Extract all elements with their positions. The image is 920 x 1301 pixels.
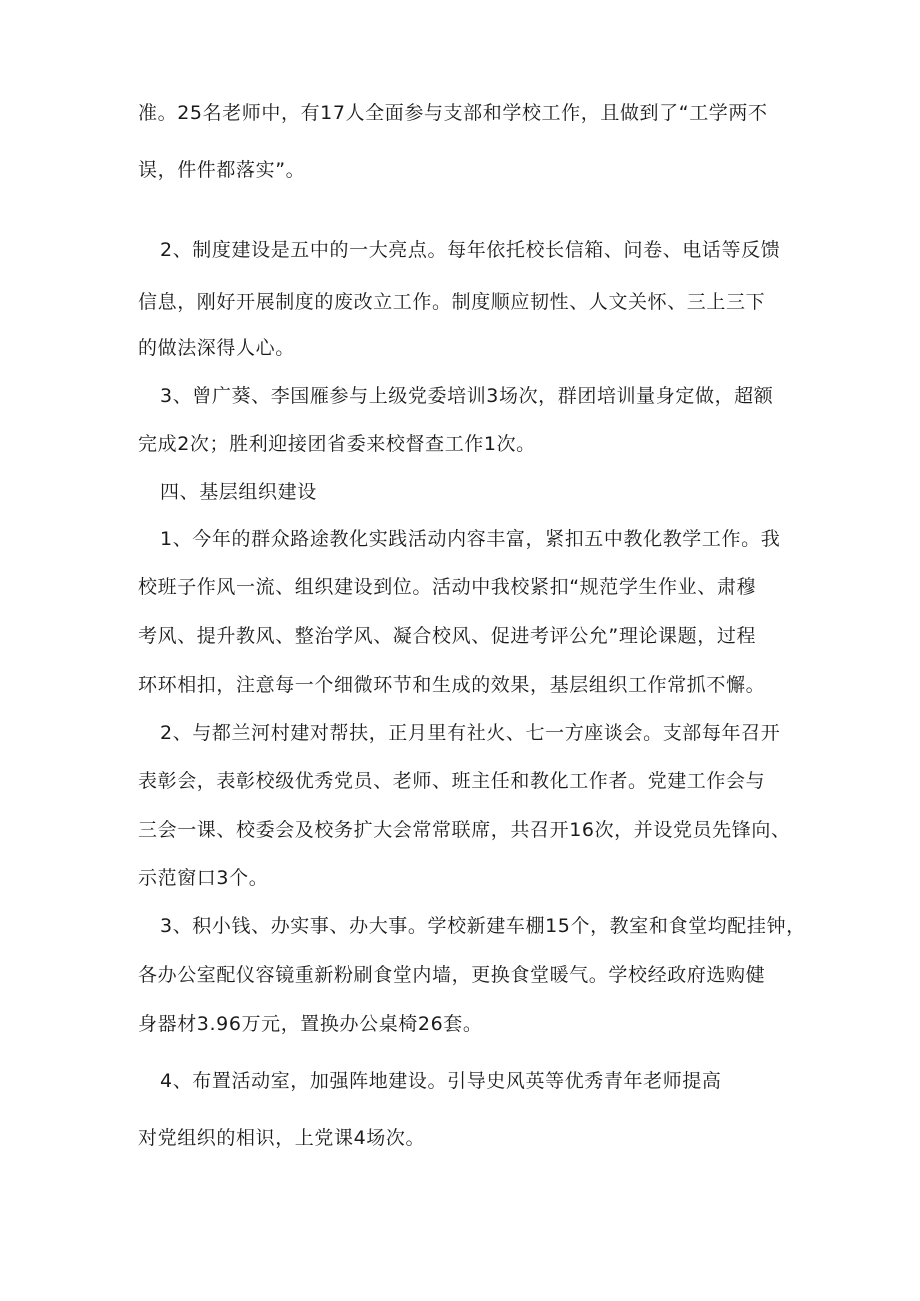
paragraph-line: 考风、提升教风、整治学风、凝合校风、促进考评公允”理论课题，过程	[138, 625, 757, 647]
paragraph-line: 误，件件都落实”。	[138, 159, 306, 181]
paragraph-line: 2、制度建设是五中的一大亮点。每年依托校长信箱、问卷、电话等反馈	[160, 239, 781, 261]
paragraph-line: 示范窗口3个。	[138, 867, 269, 889]
paragraph-line: 对党组织的相识，上党课4场次。	[138, 1127, 426, 1149]
paragraph-line: 三会一课、校委会及校务扩大会常常联席，共召开16次，并设党员先锋向、	[138, 819, 791, 841]
section-heading: 四、基层组织建设	[160, 481, 317, 503]
paragraph-line: 3、积小钱、办实事、办大事。学校新建车棚15个，教室和食堂均配挂钟，	[160, 915, 806, 937]
paragraph-line: 的做法深得人心。	[138, 337, 295, 359]
paragraph-line: 3、曾广葵、李国雁参与上级党委培训3场次，群团培训量身定做，超额	[160, 385, 774, 407]
paragraph-line: 身器材3.96万元，置换办公桌椅26套。	[138, 1013, 483, 1035]
paragraph-line: 表彰会，表彰校级优秀党员、老师、班主任和教化工作者。党建工作会与	[138, 770, 766, 792]
paragraph-line: 1、今年的群众路途教化实践活动内容丰富，紧扣五中教化教学工作。我	[160, 528, 781, 550]
paragraph-line: 各办公室配仪容镜重新粉刷食堂内墙，更换食堂暖气。学校经政府选购健	[138, 964, 766, 986]
paragraph-line: 信息，刚好开展制度的废改立工作。制度顺应韧性、人文关怀、三上三下	[138, 291, 766, 313]
paragraph-line: 2、与都兰河村建对帮扶，正月里有社火、七一方座谈会。支部每年召开	[160, 722, 781, 744]
paragraph-line: 环环相扣，注意每一个细微环节和生成的效果，基层组织工作常抓不懈。	[138, 674, 766, 696]
paragraph-line: 校班子作风一流、组织建设到位。活动中我校紧扣“规范学生作业、肃穆	[138, 576, 757, 598]
paragraph-line: 准。25名老师中，有17人全面参与支部和学校工作，且做到了“工学两不	[138, 102, 768, 124]
paragraph-line: 完成2次；胜利迎接团省委来校督查工作1次。	[138, 433, 536, 455]
paragraph-line: 4、布置活动室，加强阵地建设。引导史风英等优秀青年老师提高	[160, 1070, 722, 1092]
